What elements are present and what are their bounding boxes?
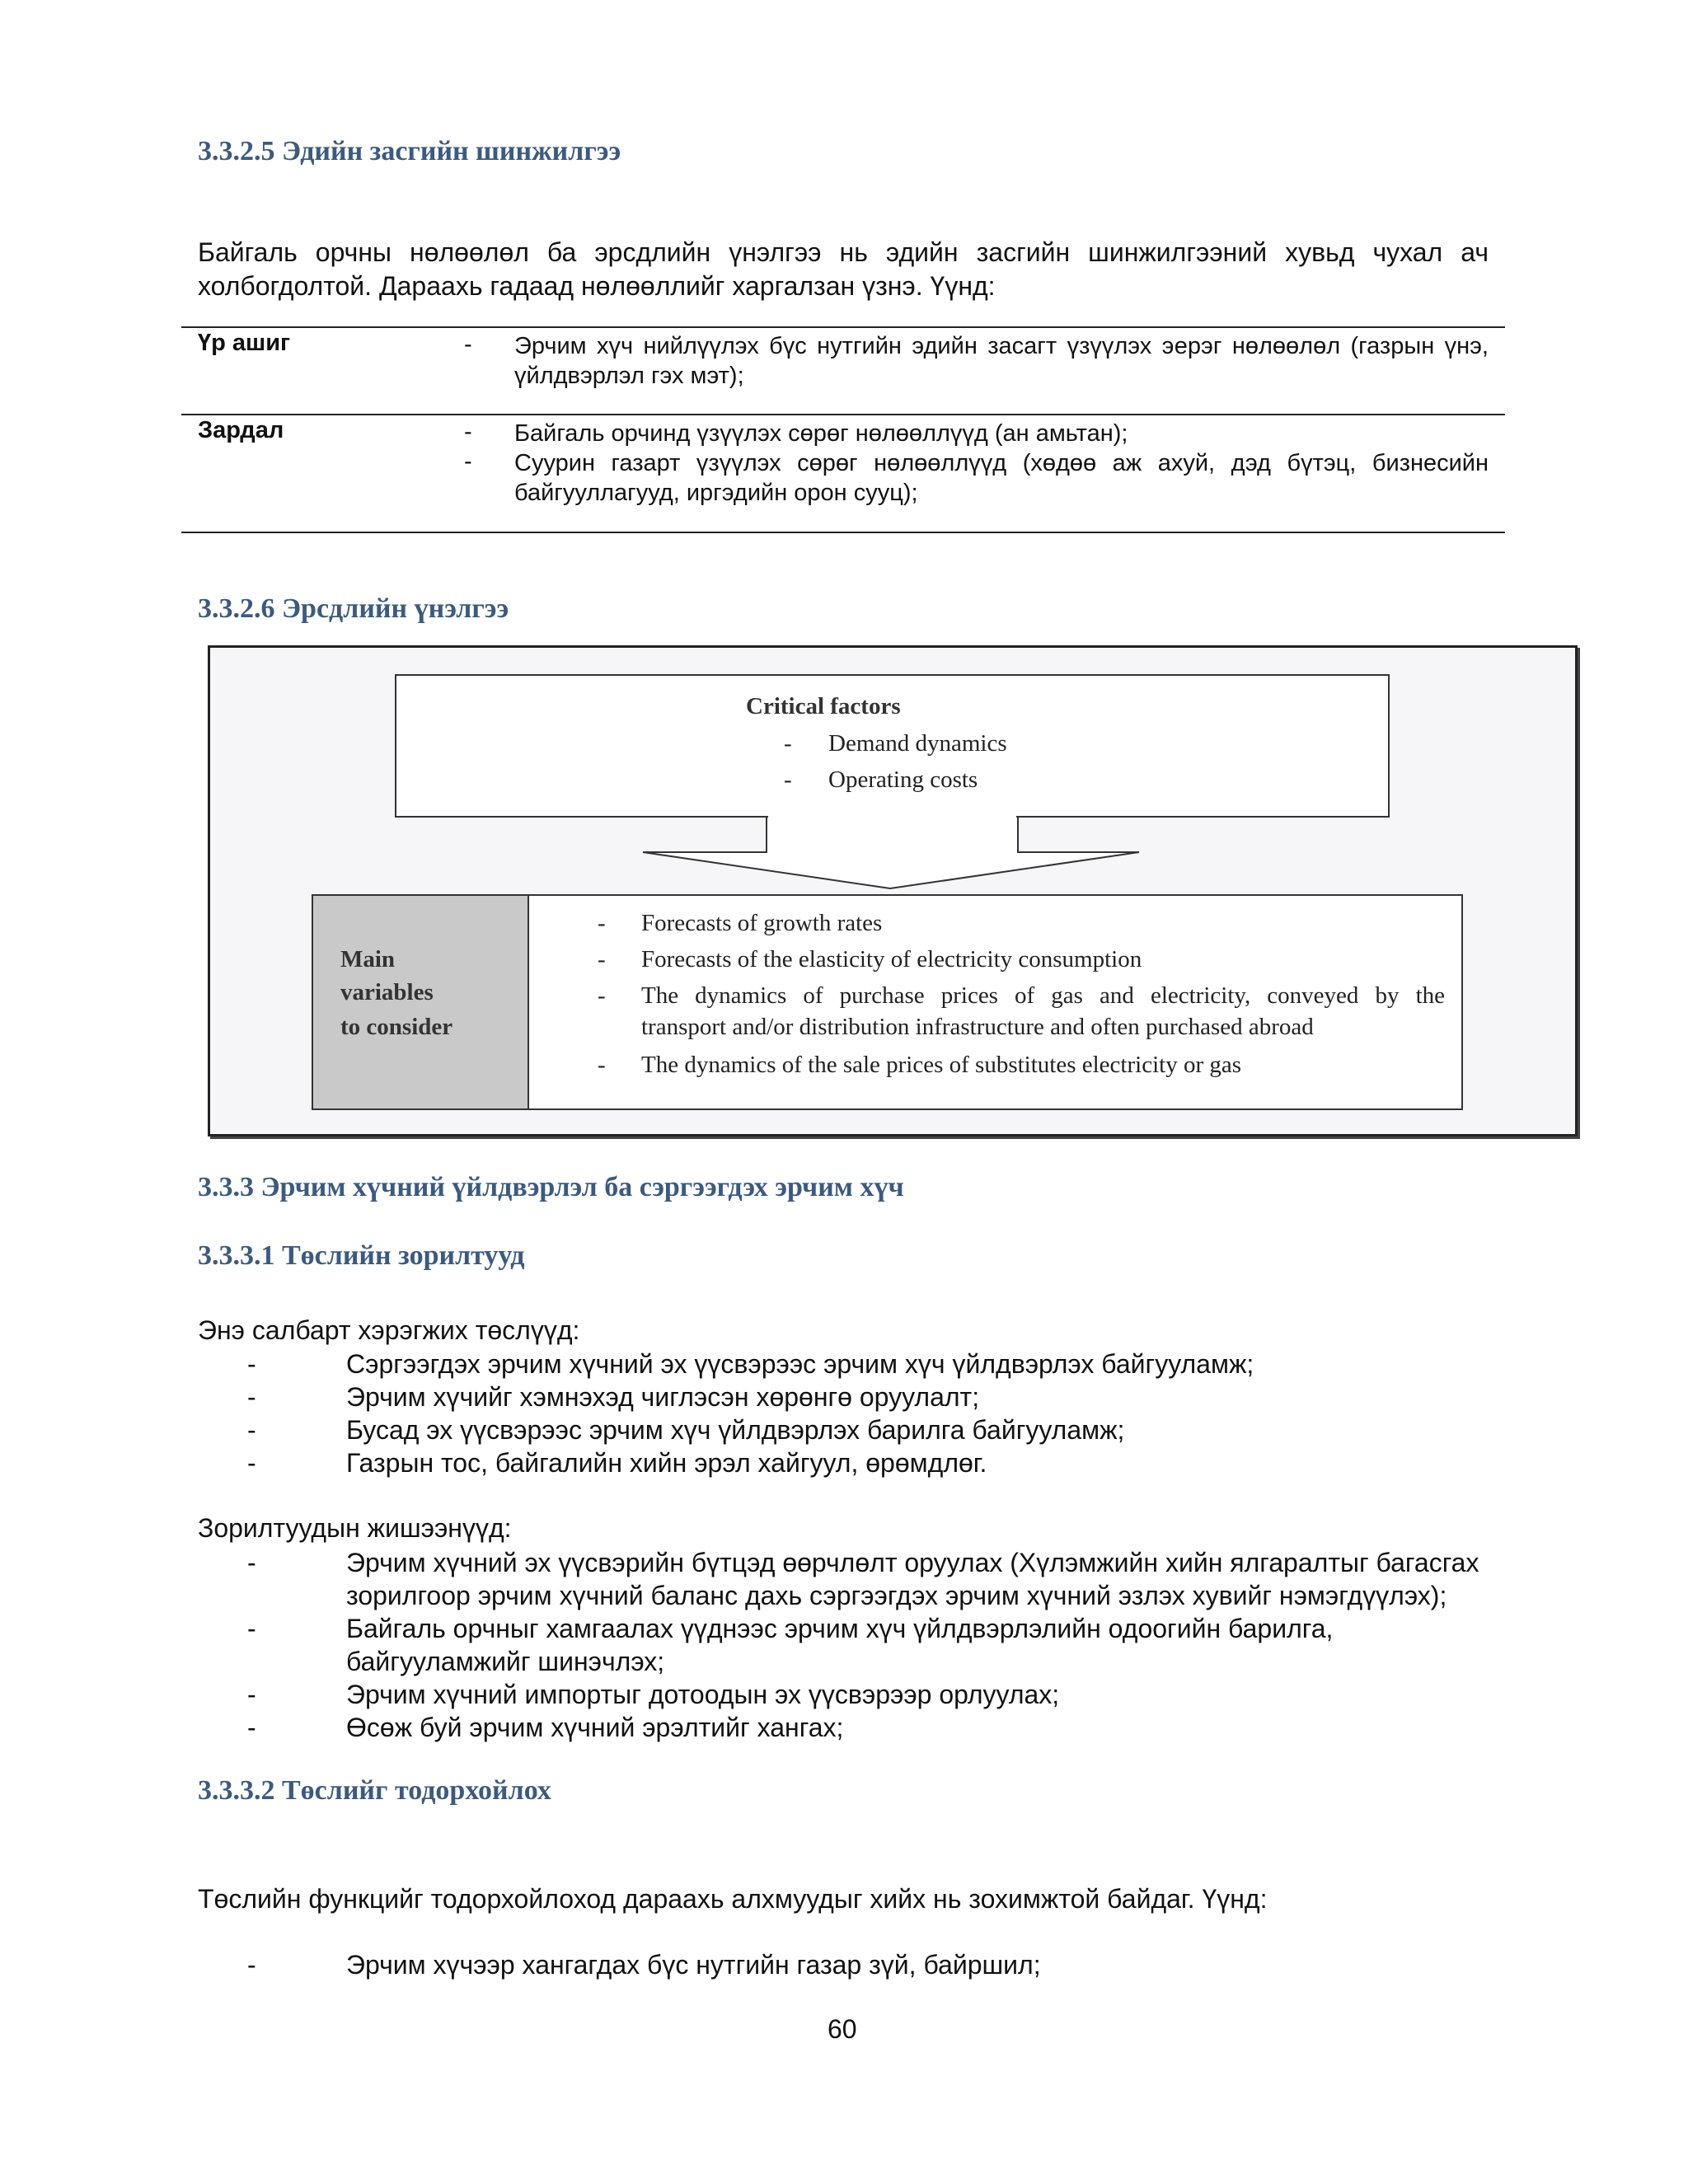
table-label-benefit: Үр ашиг [198, 330, 291, 356]
variable-item: Forecasts of the elasticity of electricity consumption [641, 946, 1142, 972]
intro-text: Энэ салбарт хэрэгжих төслүүд: [198, 1315, 580, 1345]
table-label-cost: Зардал [198, 417, 284, 443]
table-dash: - [464, 419, 472, 445]
section-heading-3-3-3-2: 3.3.3.2 Төслийг тодорхойлох [198, 1775, 551, 1806]
table-cell-text: Байгаль орчинд үзүүлэх сөрөг нөлөөллүүд (ан амьтан); [514, 420, 1128, 447]
variables-label: to consider [340, 1014, 453, 1040]
page-number: 60 [828, 2014, 857, 2044]
list-dash: - [784, 730, 792, 757]
table-rule-bottom [181, 532, 1505, 533]
down-arrow [643, 817, 1139, 888]
list-dash: - [598, 946, 606, 972]
variables-label: variables [340, 979, 434, 1005]
table-cell-text: Суурин газарт үзүүлэх сөрөг нөлөөллүүд (хөдөө аж ахуй, дэд бүтэц, бизнесийн [514, 450, 1489, 476]
section-heading-3-3-3: 3.3.3 Эрчим хүчний үйлдвэрлэл ба сэргээгдэх эрчим хүч [198, 1172, 904, 1202]
list-dash: - [598, 910, 606, 936]
table-rule-top [181, 326, 1505, 328]
critical-factors-title: Critical factors [746, 693, 901, 719]
risk-diagram [208, 645, 1578, 1137]
table-cell-text: байгууллагууд, иргэдийн орон сууц); [514, 480, 918, 506]
section-heading-3-3-2-5: 3.3.2.5 Эдийн засгийн шинжилгээ [198, 136, 621, 166]
list-dash: - [784, 766, 792, 793]
intro-text: Зорилтуудын жишээнүүд: [198, 1513, 512, 1543]
table-dash: - [464, 331, 472, 358]
variables-label: Main [340, 946, 396, 972]
list-dash: - [598, 982, 606, 1009]
section-heading-3-3-3-1: 3.3.3.1 Төслийн зорилтууд [198, 1240, 525, 1271]
variable-item: The dynamics of the sale prices of substitutes electricity or gas [641, 1052, 1242, 1078]
variable-item: transport and/or distribution infrastructure and often purchased abroad [641, 1014, 1314, 1040]
section-heading-3-3-2-6: 3.3.2.6 Эрсдлийн үнэлгээ [198, 593, 509, 624]
variable-item: The dynamics of purchase prices of gas and electricity, conveyed by the [641, 982, 1445, 1009]
paragraph-line: Байгаль орчны нөлөөлөл ба эрсдлийн үнэлгээ нь эдийн засгийн шинжилгээний хувьд чухал ач [198, 237, 1489, 267]
list-dash: - [598, 1052, 606, 1078]
critical-factor-item: Demand dynamics [828, 730, 1007, 757]
variable-item: Forecasts of growth rates [641, 910, 883, 936]
table-rule-middle [181, 414, 1505, 415]
critical-factor-item: Operating costs [828, 766, 978, 793]
table-cell-text: Эрчим хүч нийлүүлэх бүс нутгийн эдийн засагт үзүүлэх эерэг нөлөөлөл (газрын үнэ, [514, 333, 1489, 359]
paragraph-line: холбогдолтой. Дараахь гадаад нөлөөллийг харгалзан үзнэ. Үүнд: [198, 271, 996, 301]
table-cell-text: үйлдвэрлэл гэх мэт); [514, 363, 744, 389]
table-dash: - [464, 448, 472, 475]
paragraph: Төслийн функцийг тодорхойлоход дараахь алхмуудыг хийх нь зохимжтой байдаг. Үүнд: [198, 1884, 1268, 1914]
